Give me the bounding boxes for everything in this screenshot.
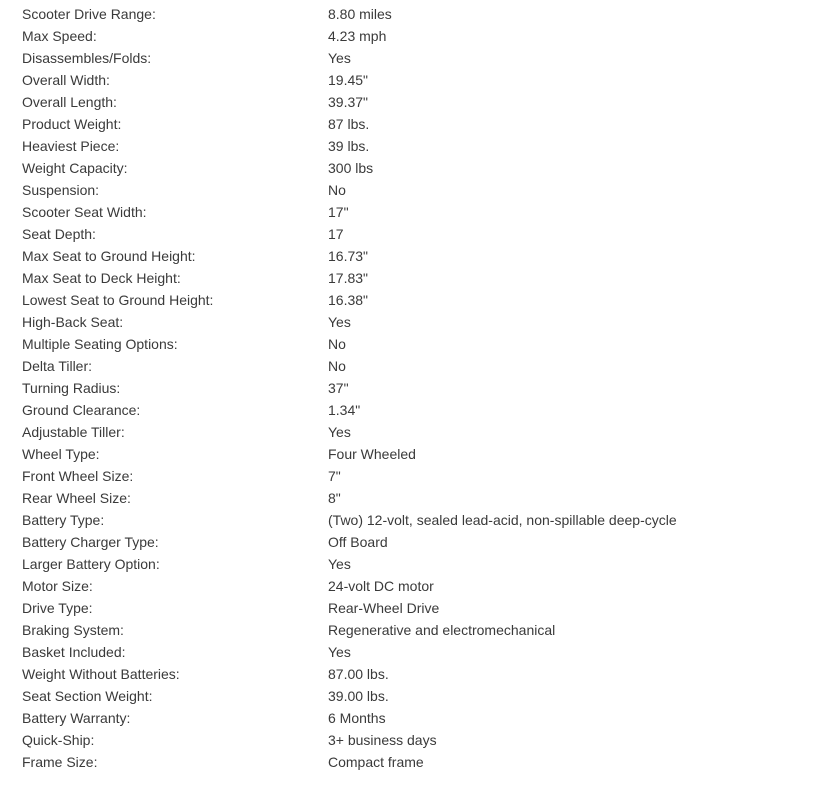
- spec-row: [22, 157, 802, 179]
- spec-value: 3+ business days: [328, 732, 437, 748]
- spec-label: Delta Tiller:: [22, 358, 93, 374]
- spec-value: 1.34": [328, 402, 361, 418]
- spec-label: Weight Capacity:: [22, 160, 128, 176]
- spec-value: Yes: [328, 644, 351, 660]
- spec-row: [22, 223, 802, 245]
- spec-row: [22, 399, 802, 421]
- spec-label: Braking System:: [22, 622, 124, 638]
- spec-value: Compact frame: [328, 754, 424, 770]
- spec-label: Turning Radius:: [22, 380, 121, 396]
- spec-value: 17: [328, 226, 344, 242]
- spec-row: [22, 465, 802, 487]
- spec-row: [22, 707, 802, 729]
- spec-label: Multiple Seating Options:: [22, 336, 178, 352]
- spec-row: [22, 729, 802, 751]
- spec-row: [22, 135, 802, 157]
- spec-row: [22, 311, 802, 333]
- spec-row: [22, 509, 802, 531]
- spec-label: Max Speed:: [22, 28, 97, 44]
- spec-value: 87 lbs.: [328, 116, 370, 132]
- spec-row: [22, 179, 802, 201]
- spec-row: [22, 421, 802, 443]
- spec-row: [22, 575, 802, 597]
- spec-row: [22, 597, 802, 619]
- spec-label: Battery Type:: [22, 512, 105, 528]
- spec-row: [22, 531, 802, 553]
- spec-label: Larger Battery Option:: [22, 556, 160, 572]
- spec-value: 6 Months: [328, 710, 386, 726]
- spec-label: High-Back Seat:: [22, 314, 124, 330]
- spec-row: [22, 641, 802, 663]
- spec-row: [22, 553, 802, 575]
- spec-label: Adjustable Tiller:: [22, 424, 125, 440]
- spec-value: 300 lbs: [328, 160, 374, 176]
- spec-label: Heaviest Piece:: [22, 138, 120, 154]
- spec-label: Wheel Type:: [22, 446, 100, 462]
- spec-row: [22, 289, 802, 311]
- spec-label: Motor Size:: [22, 578, 93, 594]
- spec-label: Scooter Drive Range:: [22, 6, 156, 22]
- spec-label: Battery Warranty:: [22, 710, 131, 726]
- spec-value: 39.37": [328, 94, 369, 110]
- spec-label: Max Seat to Deck Height:: [22, 270, 181, 286]
- spec-label: Disassembles/Folds:: [22, 50, 152, 66]
- spec-row: [22, 663, 802, 685]
- spec-row: [22, 377, 802, 399]
- spec-label: Lowest Seat to Ground Height:: [22, 292, 214, 308]
- spec-label: Basket Included:: [22, 644, 126, 660]
- spec-row: [22, 619, 802, 641]
- spec-label: Seat Depth:: [22, 226, 96, 242]
- spec-value: (Two) 12-volt, sealed lead-acid, non-spillable deep-cycle: [328, 512, 677, 528]
- spec-value: Off Board: [328, 534, 388, 550]
- spec-row: [22, 25, 802, 47]
- spec-value: No: [328, 358, 346, 374]
- spec-row: [22, 267, 802, 289]
- spec-label: Frame Size:: [22, 754, 98, 770]
- spec-value: 16.38": [328, 292, 369, 308]
- spec-row: [22, 685, 802, 707]
- spec-value: Four Wheeled: [328, 446, 416, 462]
- spec-label: Weight Without Batteries:: [22, 666, 180, 682]
- spec-row: [22, 201, 802, 223]
- spec-row: [22, 3, 802, 25]
- spec-value: Yes: [328, 314, 351, 330]
- spec-row: [22, 113, 802, 135]
- spec-label: Drive Type:: [22, 600, 93, 616]
- spec-value: No: [328, 336, 346, 352]
- spec-label: Overall Length:: [22, 94, 117, 110]
- spec-row: [22, 69, 802, 91]
- spec-value: 7": [328, 468, 341, 484]
- spec-value: 8.80 miles: [328, 6, 392, 22]
- spec-label: Suspension:: [22, 182, 100, 198]
- specifications-table: [22, 3, 802, 773]
- spec-row: [22, 751, 802, 773]
- spec-row: [22, 443, 802, 465]
- spec-value: Yes: [328, 424, 351, 440]
- specifications-body: [22, 3, 802, 773]
- spec-label: Overall Width:: [22, 72, 110, 88]
- spec-label: Rear Wheel Size:: [22, 490, 131, 506]
- spec-value: 39 lbs.: [328, 138, 370, 154]
- spec-value: 17": [328, 204, 349, 220]
- spec-row: [22, 355, 802, 377]
- spec-value: 37": [328, 380, 349, 396]
- spec-label: Product Weight:: [22, 116, 122, 132]
- spec-value: 4.23 mph: [328, 28, 387, 44]
- spec-value: 16.73": [328, 248, 369, 264]
- spec-value: Yes: [328, 556, 351, 572]
- spec-value: 17.83": [328, 270, 369, 286]
- spec-value: 39.00 lbs.: [328, 688, 389, 704]
- spec-row: [22, 487, 802, 509]
- spec-value: Rear-Wheel Drive: [328, 600, 440, 616]
- spec-row: [22, 333, 802, 355]
- spec-label: Max Seat to Ground Height:: [22, 248, 196, 264]
- spec-label: Seat Section Weight:: [22, 688, 153, 704]
- spec-value: No: [328, 182, 346, 198]
- spec-row: [22, 91, 802, 113]
- spec-label: Quick-Ship:: [22, 732, 95, 748]
- spec-value: 87.00 lbs.: [328, 666, 389, 682]
- spec-row: [22, 245, 802, 267]
- spec-value: 19.45": [328, 72, 369, 88]
- spec-value: Yes: [328, 50, 351, 66]
- spec-label: Front Wheel Size:: [22, 468, 134, 484]
- spec-label: Scooter Seat Width:: [22, 204, 147, 220]
- spec-value: 8": [328, 490, 341, 506]
- spec-value: 24-volt DC motor: [328, 578, 434, 594]
- spec-row: [22, 47, 802, 69]
- spec-value: Regenerative and electromechanical: [328, 622, 556, 638]
- spec-label: Battery Charger Type:: [22, 534, 159, 550]
- spec-label: Ground Clearance:: [22, 402, 141, 418]
